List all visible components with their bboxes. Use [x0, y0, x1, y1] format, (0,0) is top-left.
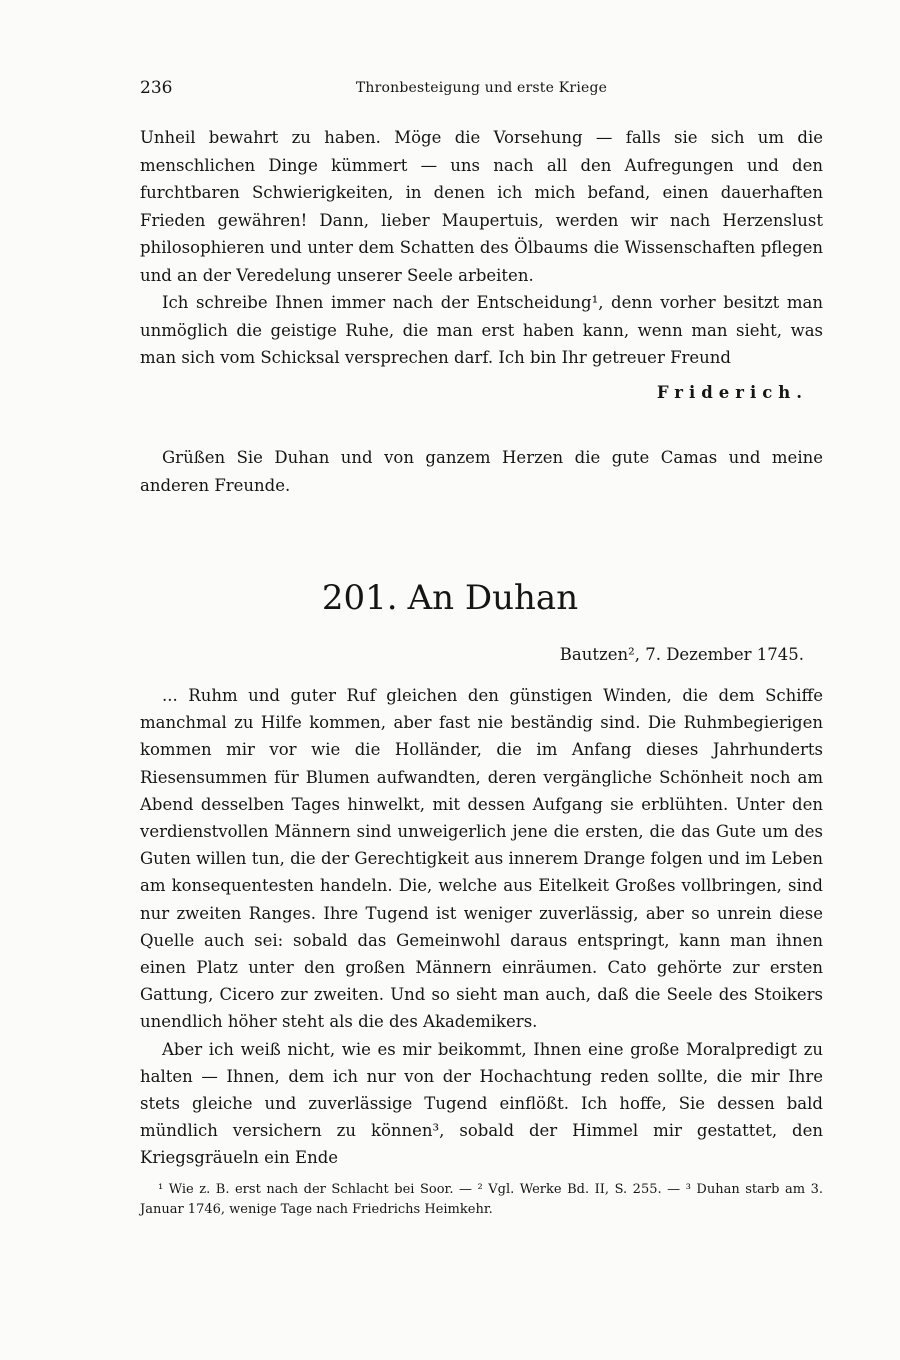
footnotes: ¹ Wie z. B. erst nach der Schlacht bei Soor. — ² Vgl. Werke Bd. II, S. 255. — ³ Duhan starb am 3. Januar 1746, wenige Tage nach Friedrichs Heimkehr.	[140, 1182, 823, 1217]
letter-paragraph-1: ... Ruhm und guter Ruf gleichen den günstigen Winden, die dem Schiffe manchmal zu Hilfe kommen, aber fast nie beständig sind. Die Ruhmbegierigen kommen mir vor wie die Holländer, die im Anfang dieses Jahrhunderts Riesensummen für Blumen aufwandten, deren vergängliche Schönheit noch am Abend desselben Tages hinwelkt, mit dessen Aufgang sie erblühten. Unter den verdienstvollen Männern sind unweigerlich jene die ersten, die das Gute um des Guten willen tun, die der Gerechtigkeit aus innerem Drange folgen und im Leben am konsequentesten handeln. Die, welche aus Eitelkeit Großes vollbringen, sind nur zweiten Ranges. Ihre Tugend ist weniger zuverlässig, aber so unrein diese Quelle auch sei: sobald das Gemeinwohl daraus entspringt, kann man ihnen einen Platz unter den großen Männern einräumen. Cato gehörte zur ersten Gattung, Cicero zur zweiten. Und so sieht man auch, daß die Seele des Stoikers unendlich höher steht als die des Akademikers.	[140, 686, 823, 1032]
letter-title: An Duhan	[407, 578, 579, 618]
running-title: Thronbesteigung und erste Kriege	[355, 80, 608, 96]
running-head	[140, 78, 823, 102]
postscript	[140, 444, 823, 499]
letter-heading	[0, 578, 900, 618]
dateline: Bautzen², 7. Dezember 1745.	[559, 645, 804, 664]
letter-paragraph-2: Aber ich weiß nicht, wie es mir beikommt, Ihnen eine große Moralpredigt zu halten — Ihnen, dem ich nur von der Hochachtung reden sollte, die mir Ihre stets gleiche und zuverlässige Tugend einflößt. Ich hoffe, Sie dessen bald mündlich versichern zu können³, sobald der Himmel mir gestattet, den Kriegsgräueln ein Ende	[140, 1039, 823, 1168]
intro-paragraph-2: Ich schreibe Ihnen immer nach der Entscheidung¹, denn vorher besitzt man unmöglich die geistige Ruhe, die man erst haben kann, wenn man sieht, was man sich vom Schicksal versprechen darf. Ich bin Ihr getreuer Freund	[140, 293, 823, 367]
page-number: 236	[140, 78, 173, 98]
signature: Friderich.	[656, 383, 808, 402]
intro-paragraph-1: Unheil bewahrt zu haben. Möge die Vorsehung — falls sie sich um die menschlichen Dinge kümmert — uns nach all den Aufregungen und den furchtbaren Schwierigkeiten, in denen ich mich befand, einen dauerhaften Frieden gewähren! Dann, lieber Maupertuis, werden wir nach Herzenslust philosophieren und unter dem Schatten des Ölbaums die Wissenschaften pflegen und an der Veredelung unserer Seele arbeiten.	[140, 128, 823, 285]
letter-number: 201.	[321, 578, 398, 618]
letter-body	[140, 682, 823, 1172]
intro-text	[140, 124, 823, 372]
postscript-paragraph: Grüßen Sie Duhan und von ganzem Herzen die gute Camas und meine anderen Freunde.	[140, 448, 823, 495]
